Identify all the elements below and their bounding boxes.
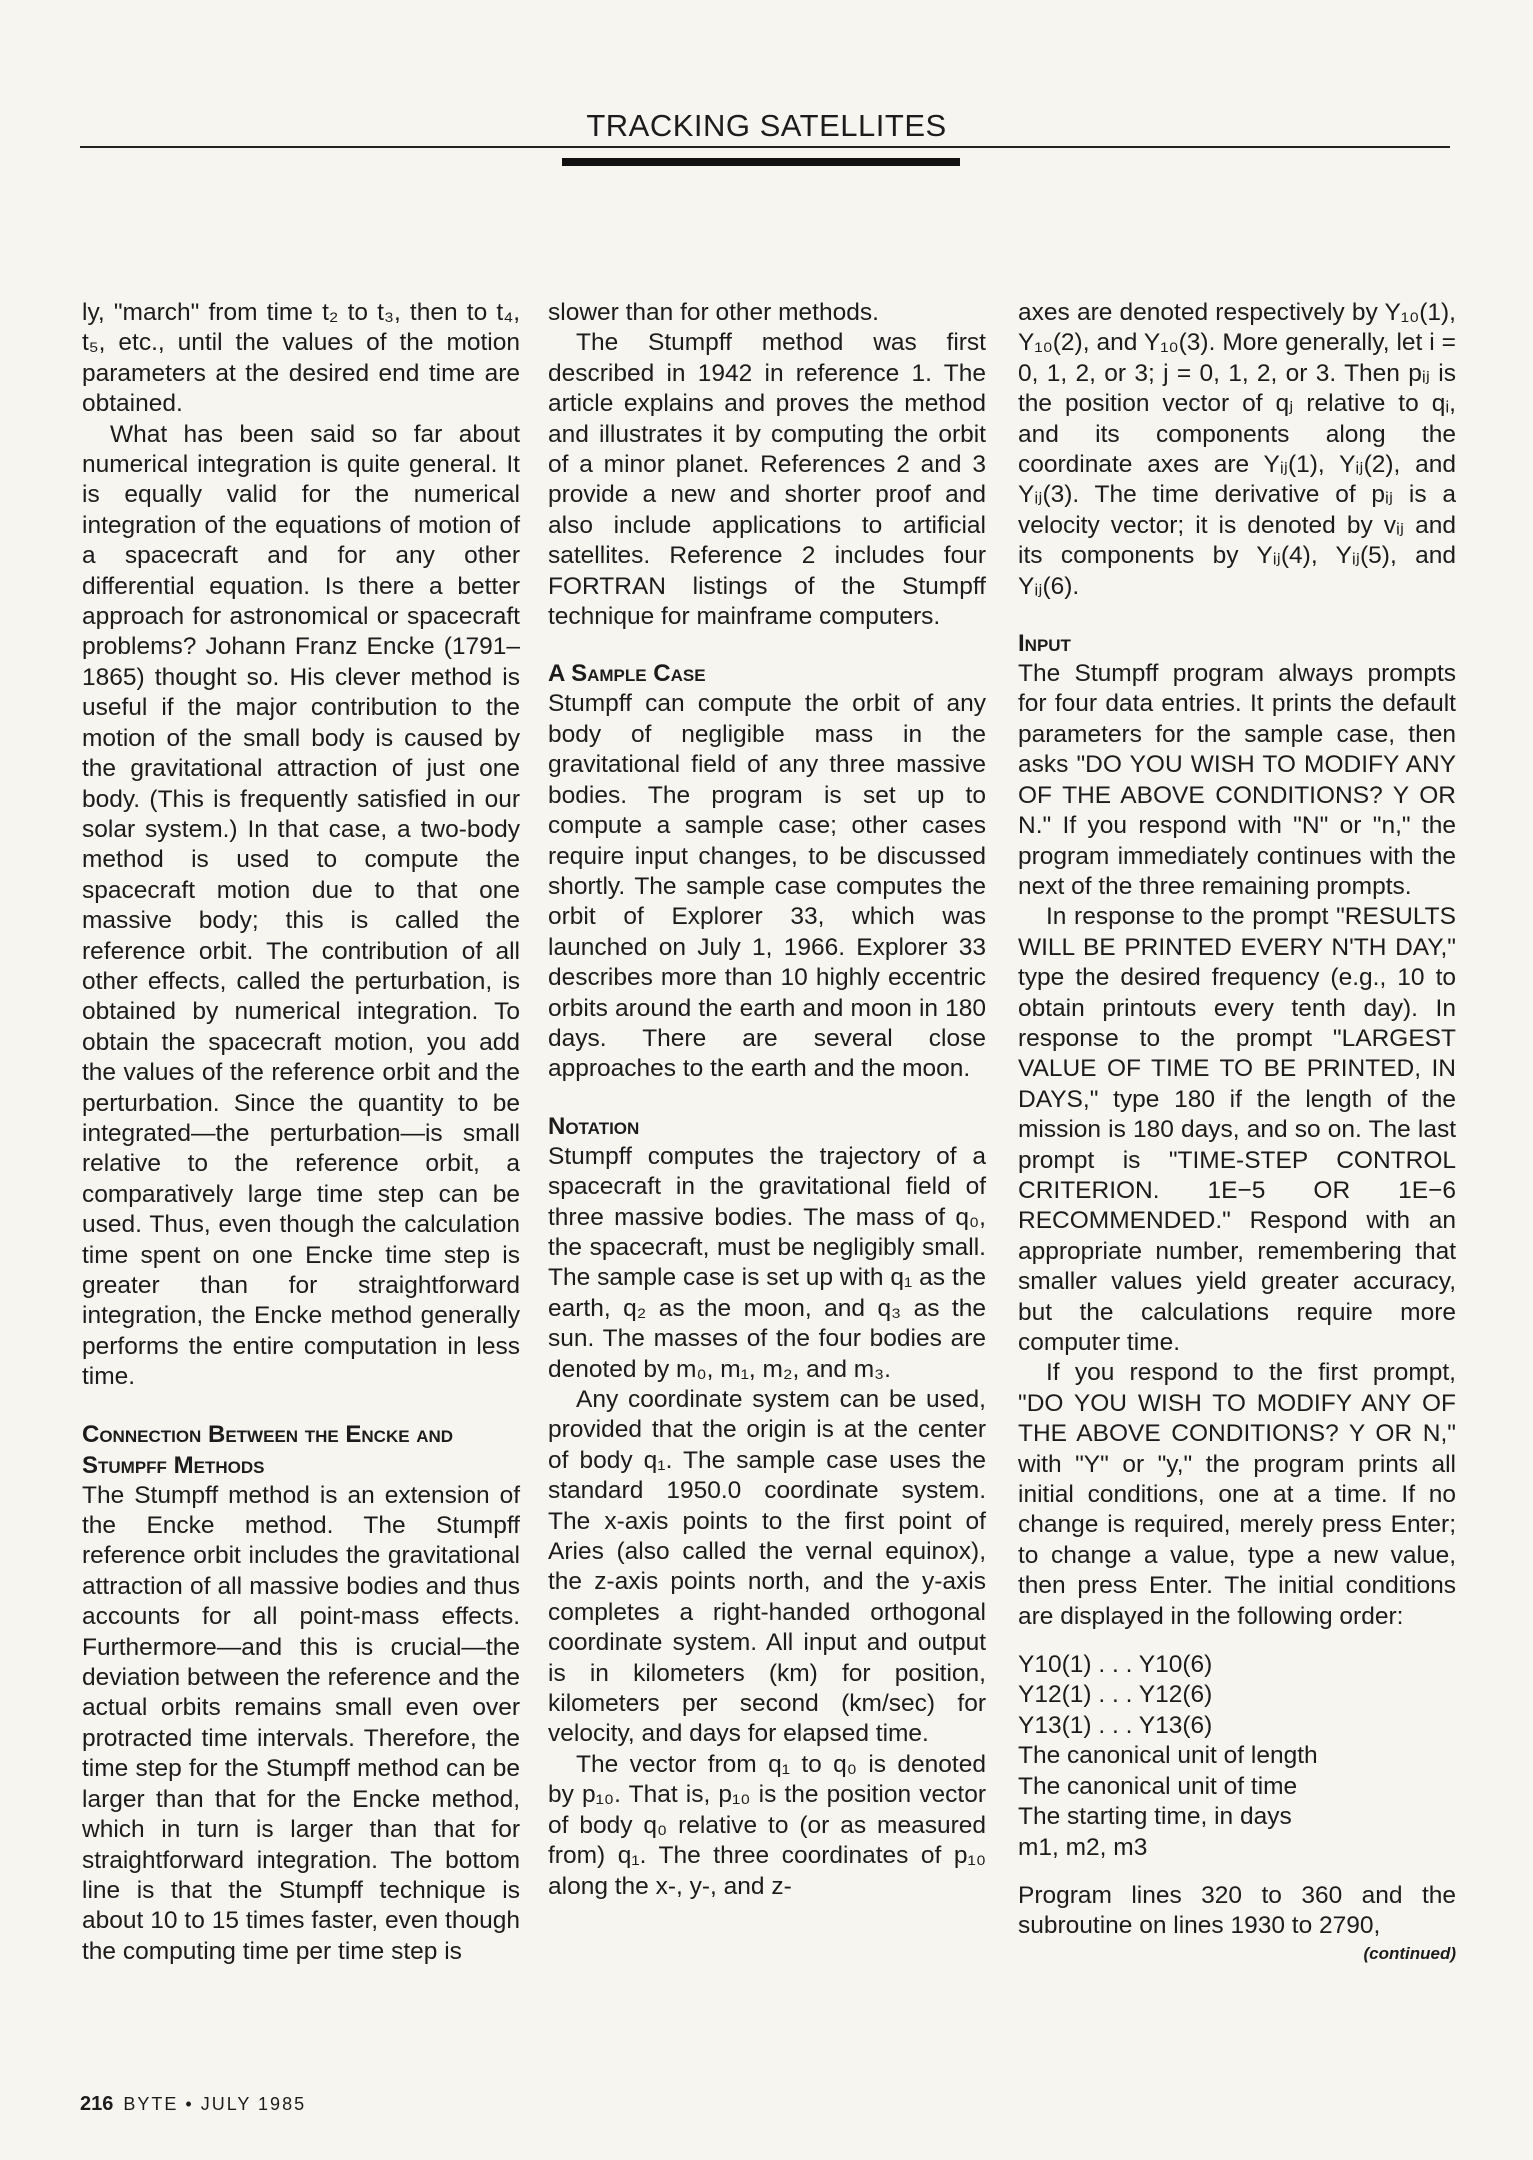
continued-note: (continued) <box>1363 1943 1456 1963</box>
section-heading: A Sample Case <box>548 660 706 688</box>
header-bar <box>562 158 960 166</box>
list-item: Y10(1) . . . Y10(6) <box>1018 1651 1213 1679</box>
list-item: The canonical unit of time <box>1018 1772 1298 1800</box>
list-item: The starting time, in days <box>1018 1803 1292 1831</box>
column-3 <box>1018 298 1456 1966</box>
paragraph: slower than for other methods. <box>548 299 879 326</box>
list-item: The canonical unit of length <box>1018 1742 1318 1770</box>
paragraph: axes are denoted respectively by Y₁₀(1), Y₁₀(2), and Y₁₀(3). More generally, let i = 0, 1, 2, or 3; j = 0, 1, 2, or 3. Then pᵢⱼ is the position vector of qⱼ relative to qᵢ, and its components along the coordinate axes are Yᵢⱼ(1), Yᵢⱼ(2), and Yᵢⱼ(3). The time derivative of pᵢⱼ is a velocity vector; it is denoted by vᵢⱼ and its components by Yᵢⱼ(4), Yᵢⱼ(5), and Yᵢⱼ(6). <box>1018 299 1456 600</box>
list-item: m1, m2, m3 <box>1018 1833 1148 1861</box>
paragraph: Program lines 320 to 360 and the subroutine on lines 1930 to 2790, <box>1018 1881 1456 1940</box>
paragraph: Stumpff computes the trajectory of a spacecraft in the gravitational field of three massive bodies. The mass of q₀, the spacecraft, must be negligibly small. The sample case is set up with q₁ as the earth, q₂ as the moon, and q₃ as the sun. The masses of the four bodies are denoted by m₀, m₁, m₂, and m₃. <box>548 1142 986 1383</box>
list-item: Y12(1) . . . Y12(6) <box>1018 1681 1213 1709</box>
paragraph: ly, "march" from time t₂ to t₃, then to t₄, t₅, etc., until the values of the motion parameters at the desired end time are obtained. <box>82 299 520 418</box>
paragraph: Any coordinate system can be used, provided that the origin is at the center of body q₁. The sample case uses the standard 1950.0 coordinate system. The x-axis points to the first point of Aries (also called the vernal equinox), the z-axis points north, and the y-axis completes a right-handed orthogonal coordinate system. All input and output is in kilometers (km) for position, kilometers per second (km/sec) for velocity, and days for elapsed time. <box>548 1386 986 1748</box>
paragraph: The Stumpff program always prompts for four data entries. It prints the default parameters for the sample case, then asks "DO YOU WISH TO MODIFY ANY OF THE ABOVE CONDITIONS? Y OR N." If you respond with "N" or "n," the program immediately continues with the next of the three remaining prompts. <box>1018 660 1456 900</box>
paragraph: What has been said so far about numerical integration is quite general. It is equally valid for the numerical integration of the equations of motion of a spacecraft and for any other differential equation. Is there a better approach for astronomical or spacecraft problems? Johann Franz Encke (1791–1865) thought so. His clever method is useful if the major contribution to the motion of the small body is caused by the gravitational attraction of just one body. (This is frequently satisfied in our solar system.) In that case, a two-body method is used to compute the spacecraft motion due to that one massive body; this is called the reference orbit. The contribution of all other effects, called the perturbation, is obtained by numerical integration. To obtain the spacecraft motion, you add the values of the reference orbit and the perturbation. Since the quantity to be integrated—the perturbation—is small relative to the reference orbit, a comparatively large time step can be used. Thus, even though the calculation time spent on one Encke time step is greater than for straightforward integration, the Encke method generally performs the entire computation in less time. <box>82 420 520 1391</box>
paragraph: If you respond to the first prompt, "DO YOU WISH TO MODIFY ANY OF THE ABOVE CONDITIONS? Y OR N," with "Y" or "y," the program prints all initial conditions, one at a time. If no change is required, merely press Enter; to change a value, type a new value, then press Enter. The initial conditions are displayed in the following order: <box>1018 1359 1456 1630</box>
page-footer <box>80 2093 306 2116</box>
paragraph: The Stumpff method is an extension of the Encke method. The Stumpff reference orbit includes the gravitational attraction of all massive bodies and thus accounts for all point-mass effects. Furthermore—and this is crucial—the deviation between the reference and the actual orbits remains small even over protracted time intervals. Therefore, the time step for the Stumpff method can be larger than that for the Encke method, which in turn is larger than that for straightforward integration. The bottom line is that the Stumpff technique is about 10 to 15 times faster, even though the computing time per time step is <box>82 1481 520 1965</box>
initial-conditions-list <box>1018 1650 1456 1863</box>
header-rule <box>80 146 1450 148</box>
running-header: TRACKING SATELLITES <box>586 108 947 143</box>
paragraph: The vector from q₁ to q₀ is denoted by p₁₀. That is, p₁₀ is the position vector of body q₀ relative to (or as measured from) q₁. The three coordinates of p₁₀ along the x-, y-, and z- <box>548 1750 986 1900</box>
paragraph: The Stumpff method was first described in 1942 in reference 1. The article explains and proves the method and illustrates it by computing the orbit of a minor planet. References 2 and 3 provide a new and shorter proof and also include applications to artificial satellites. Reference 2 includes four FORTRAN listings of the Stumpff technique for mainframe computers. <box>548 329 986 631</box>
paragraph: In response to the prompt "RESULTS WILL BE PRINTED EVERY N'TH DAY," type the desired frequency (e.g., 10 to obtain printouts every tenth day). In response to the prompt "LARGEST VALUE OF TIME TO BE PRINTED, IN DAYS," type 180 if the length of the mission is 180 days, and so on. The last prompt is "TIME-STEP CONTROL CRITERION. 1E−5 OR 1E−6 RECOMMENDED." Respond with an appropriate number, remembering that smaller values yield greater accuracy, but the calculations require more computer time. <box>1018 903 1456 1356</box>
column-1 <box>82 298 520 1967</box>
page-number: 216 <box>80 2093 114 2115</box>
list-item: Y13(1) . . . Y13(6) <box>1018 1711 1213 1739</box>
paragraph: Stumpff can compute the orbit of any body of negligible mass in the gravitational field of any three massive bodies. The program is set up to compute a sample case; other cases require input changes, to be discussed shortly. The sample case computes the orbit of Explorer 33, which was launched on July 1, 1966. Explorer 33 describes more than 10 highly eccentric orbits around the earth and moon in 180 days. There are several close approaches to the earth and the moon. <box>548 690 986 1083</box>
section-heading: Connection Between the Encke and Stumpff Methods <box>82 1420 454 1479</box>
section-heading: Notation <box>548 1112 640 1140</box>
magazine-issue: BYTE • JULY 1985 <box>123 2094 307 2114</box>
column-2 <box>548 298 986 1902</box>
section-heading: Input <box>1018 630 1071 658</box>
